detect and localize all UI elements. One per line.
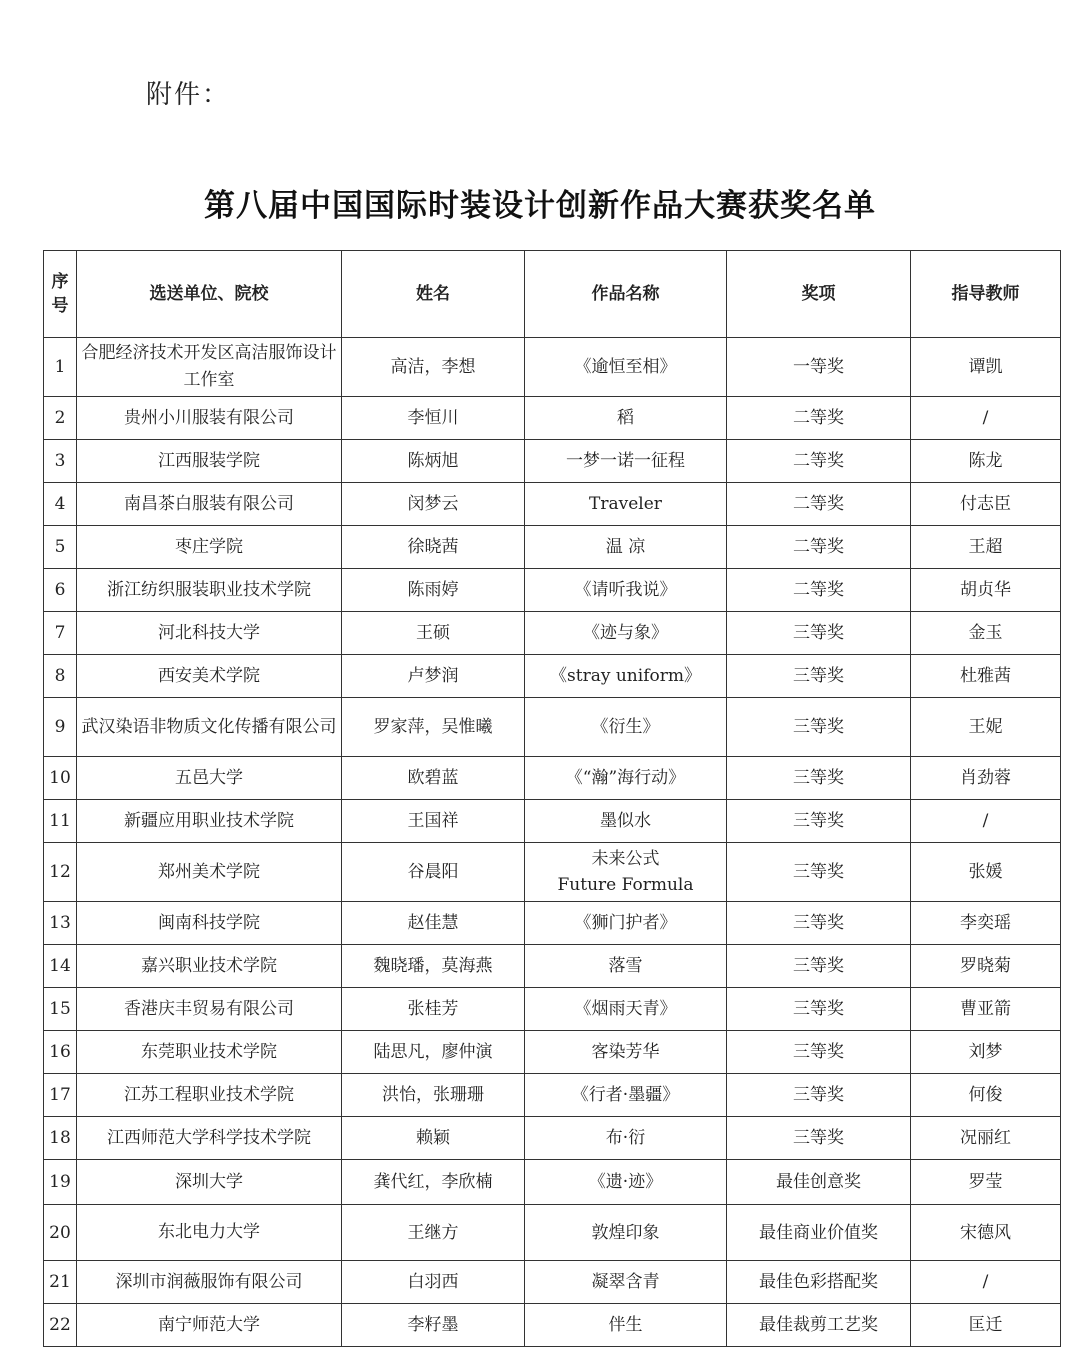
cell-work: 《遗·迹》 xyxy=(525,1160,727,1205)
cell-teacher: / xyxy=(911,397,1061,440)
table-row xyxy=(44,1205,1061,1261)
table-row xyxy=(44,440,1061,483)
cell-name: 徐晓茜 xyxy=(342,526,525,569)
cell-award: 最佳创意奖 xyxy=(727,1160,911,1205)
cell-no: 1 xyxy=(44,338,77,397)
cell-name: 赖颖 xyxy=(342,1117,525,1160)
cell-no: 13 xyxy=(44,902,77,945)
table-row xyxy=(44,988,1061,1031)
cell-no: 5 xyxy=(44,526,77,569)
cell-name: 陈雨婷 xyxy=(342,569,525,612)
cell-no: 21 xyxy=(44,1261,77,1304)
table-row xyxy=(44,843,1061,902)
cell-no: 22 xyxy=(44,1304,77,1347)
cell-no: 6 xyxy=(44,569,77,612)
cell-award: 三等奖 xyxy=(727,800,911,843)
cell-work xyxy=(525,843,727,902)
cell-work: 敦煌印象 xyxy=(525,1205,727,1261)
cell-unit: 五邑大学 xyxy=(77,757,342,800)
cell-no: 15 xyxy=(44,988,77,1031)
cell-no: 7 xyxy=(44,612,77,655)
cell-teacher: 罗莹 xyxy=(911,1160,1061,1205)
cell-teacher: 况丽红 xyxy=(911,1117,1061,1160)
cell-work: 布·衍 xyxy=(525,1117,727,1160)
cell-work: 客染芳华 xyxy=(525,1031,727,1074)
cell-work: 《狮门护者》 xyxy=(525,902,727,945)
cell-name: 龚代红，李欣楠 xyxy=(342,1160,525,1205)
cell-work: 一梦一诺一征程 xyxy=(525,440,727,483)
cell-work: 《请听我说》 xyxy=(525,569,727,612)
table-body xyxy=(44,338,1061,1347)
cell-work: 伴生 xyxy=(525,1304,727,1347)
cell-work: 《逾恒至相》 xyxy=(525,338,727,397)
cell-no: 11 xyxy=(44,800,77,843)
cell-unit: 河北科技大学 xyxy=(77,612,342,655)
table-row xyxy=(44,757,1061,800)
cell-name: 高洁，李想 xyxy=(342,338,525,397)
cell-teacher: 何俊 xyxy=(911,1074,1061,1117)
cell-teacher: 曹亚箭 xyxy=(911,988,1061,1031)
cell-award: 三等奖 xyxy=(727,1031,911,1074)
cell-unit: 东北电力大学 xyxy=(77,1205,342,1261)
cell-award: 二等奖 xyxy=(727,569,911,612)
cell-unit: 江苏工程职业技术学院 xyxy=(77,1074,342,1117)
cell-teacher: 刘梦 xyxy=(911,1031,1061,1074)
cell-name: 洪怡，张珊珊 xyxy=(342,1074,525,1117)
cell-award: 一等奖 xyxy=(727,338,911,397)
cell-no: 16 xyxy=(44,1031,77,1074)
table-row xyxy=(44,338,1061,397)
cell-name: 赵佳慧 xyxy=(342,902,525,945)
cell-teacher: 金玉 xyxy=(911,612,1061,655)
cell-award: 三等奖 xyxy=(727,945,911,988)
cell-name: 李恒川 xyxy=(342,397,525,440)
cell-work-line: Future Formula xyxy=(557,875,694,895)
cell-award: 三等奖 xyxy=(727,988,911,1031)
cell-award: 二等奖 xyxy=(727,440,911,483)
cell-teacher: 谭凯 xyxy=(911,338,1061,397)
cell-award: 二等奖 xyxy=(727,483,911,526)
cell-name: 陈炳旭 xyxy=(342,440,525,483)
cell-name: 陆思凡，廖仲演 xyxy=(342,1031,525,1074)
cell-work: 《“瀚”海行动》 xyxy=(525,757,727,800)
cell-name: 罗家萍，吴惟曦 xyxy=(342,698,525,757)
header-no: 序号 xyxy=(44,251,77,338)
table-row xyxy=(44,1074,1061,1117)
table-row xyxy=(44,1160,1061,1205)
cell-work: 墨似水 xyxy=(525,800,727,843)
cell-name: 卢梦润 xyxy=(342,655,525,698)
cell-award: 三等奖 xyxy=(727,1117,911,1160)
cell-no: 9 xyxy=(44,698,77,757)
table-row xyxy=(44,902,1061,945)
cell-award: 三等奖 xyxy=(727,843,911,902)
cell-no: 14 xyxy=(44,945,77,988)
cell-name: 欧碧蓝 xyxy=(342,757,525,800)
table-row xyxy=(44,483,1061,526)
cell-name: 李籽墨 xyxy=(342,1304,525,1347)
cell-unit: 合肥经济技术开发区高洁服饰设计工作室 xyxy=(77,338,342,397)
table-row xyxy=(44,1117,1061,1160)
cell-unit: 新疆应用职业技术学院 xyxy=(77,800,342,843)
cell-unit: 武汉染语非物质文化传播有限公司 xyxy=(77,698,342,757)
cell-teacher: 王超 xyxy=(911,526,1061,569)
cell-unit: 东莞职业技术学院 xyxy=(77,1031,342,1074)
cell-no: 4 xyxy=(44,483,77,526)
cell-unit: 江西服装学院 xyxy=(77,440,342,483)
cell-award: 二等奖 xyxy=(727,526,911,569)
table-row xyxy=(44,945,1061,988)
cell-unit: 南昌茶白服装有限公司 xyxy=(77,483,342,526)
cell-teacher: / xyxy=(911,800,1061,843)
cell-award: 最佳色彩搭配奖 xyxy=(727,1261,911,1304)
cell-teacher: 肖劲蓉 xyxy=(911,757,1061,800)
cell-award: 最佳商业价值奖 xyxy=(727,1205,911,1261)
cell-no: 3 xyxy=(44,440,77,483)
cell-teacher: 付志臣 xyxy=(911,483,1061,526)
table-row xyxy=(44,1031,1061,1074)
header-work: 作品名称 xyxy=(525,251,727,338)
cell-unit: 江西师范大学科学技术学院 xyxy=(77,1117,342,1160)
table-row xyxy=(44,569,1061,612)
cell-unit: 香港庆丰贸易有限公司 xyxy=(77,988,342,1031)
table-row xyxy=(44,1304,1061,1347)
cell-no: 18 xyxy=(44,1117,77,1160)
header-row xyxy=(44,251,1061,338)
cell-award: 二等奖 xyxy=(727,397,911,440)
cell-award: 三等奖 xyxy=(727,757,911,800)
cell-no: 19 xyxy=(44,1160,77,1205)
cell-teacher: 宋德风 xyxy=(911,1205,1061,1261)
table-row xyxy=(44,526,1061,569)
header-unit: 选送单位、院校 xyxy=(77,251,342,338)
cell-award: 三等奖 xyxy=(727,902,911,945)
header-teacher: 指导教师 xyxy=(911,251,1061,338)
cell-work: 《迹与象》 xyxy=(525,612,727,655)
cell-work: 《衍生》 xyxy=(525,698,727,757)
cell-unit: 郑州美术学院 xyxy=(77,843,342,902)
cell-no: 12 xyxy=(44,843,77,902)
cell-no: 2 xyxy=(44,397,77,440)
cell-name: 白羽西 xyxy=(342,1261,525,1304)
cell-name: 王硕 xyxy=(342,612,525,655)
cell-award: 三等奖 xyxy=(727,655,911,698)
header-name: 姓名 xyxy=(342,251,525,338)
cell-unit: 浙江纺织服装职业技术学院 xyxy=(77,569,342,612)
cell-name: 魏晓璠，莫海燕 xyxy=(342,945,525,988)
cell-teacher: 胡贞华 xyxy=(911,569,1061,612)
cell-teacher: 李奕瑶 xyxy=(911,902,1061,945)
cell-name: 谷晨阳 xyxy=(342,843,525,902)
cell-name: 闵梦云 xyxy=(342,483,525,526)
cell-unit: 深圳大学 xyxy=(77,1160,342,1205)
cell-award: 最佳裁剪工艺奖 xyxy=(727,1304,911,1347)
table-row xyxy=(44,800,1061,843)
cell-work-line: 未来公式 xyxy=(591,849,660,869)
awards-table xyxy=(43,250,1061,1347)
cell-award: 三等奖 xyxy=(727,612,911,655)
document-title: 第八届中国国际时装设计创新作品大赛获奖名单 xyxy=(204,188,876,224)
cell-award: 三等奖 xyxy=(727,698,911,757)
cell-award: 三等奖 xyxy=(727,1074,911,1117)
table-row xyxy=(44,698,1061,757)
cell-name: 王国祥 xyxy=(342,800,525,843)
cell-work: 凝翠含青 xyxy=(525,1261,727,1304)
cell-teacher: 陈龙 xyxy=(911,440,1061,483)
cell-teacher: 匡迁 xyxy=(911,1304,1061,1347)
cell-no: 8 xyxy=(44,655,77,698)
cell-work: 《烟雨天青》 xyxy=(525,988,727,1031)
cell-unit: 闽南科技学院 xyxy=(77,902,342,945)
table-row xyxy=(44,1261,1061,1304)
cell-teacher: 王妮 xyxy=(911,698,1061,757)
cell-work: 稻 xyxy=(525,397,727,440)
cell-name: 王继方 xyxy=(342,1205,525,1261)
cell-teacher: 罗晓菊 xyxy=(911,945,1061,988)
cell-name: 张桂芳 xyxy=(342,988,525,1031)
table-row xyxy=(44,655,1061,698)
cell-unit: 贵州小川服装有限公司 xyxy=(77,397,342,440)
cell-work: Traveler xyxy=(525,483,727,526)
cell-work: 《stray uniform》 xyxy=(525,655,727,698)
cell-work: 落雪 xyxy=(525,945,727,988)
table-row xyxy=(44,612,1061,655)
cell-unit: 嘉兴职业技术学院 xyxy=(77,945,342,988)
cell-teacher: 张媛 xyxy=(911,843,1061,902)
cell-no: 17 xyxy=(44,1074,77,1117)
header-award: 奖项 xyxy=(727,251,911,338)
cell-no: 10 xyxy=(44,757,77,800)
cell-work: 温 凉 xyxy=(525,526,727,569)
cell-teacher: 杜雅茜 xyxy=(911,655,1061,698)
cell-unit: 枣庄学院 xyxy=(77,526,342,569)
cell-no: 20 xyxy=(44,1205,77,1261)
table-row xyxy=(44,397,1061,440)
cell-teacher: / xyxy=(911,1261,1061,1304)
cell-work: 《行者·墨疆》 xyxy=(525,1074,727,1117)
attachment-label: 附件： xyxy=(146,80,231,110)
cell-unit: 深圳市润薇服饰有限公司 xyxy=(77,1261,342,1304)
cell-unit: 南宁师范大学 xyxy=(77,1304,342,1347)
cell-unit: 西安美术学院 xyxy=(77,655,342,698)
